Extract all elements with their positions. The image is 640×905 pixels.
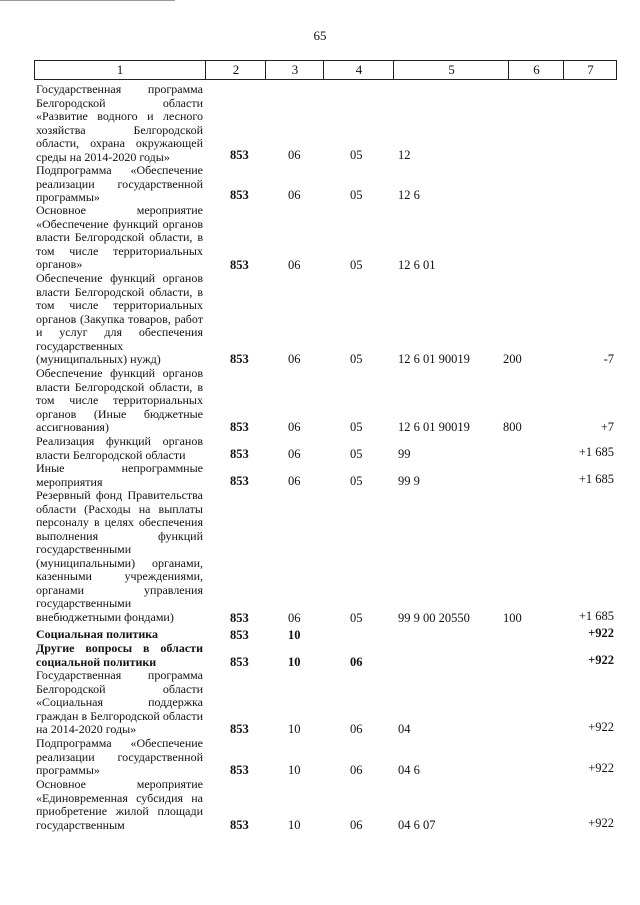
header-col-2: 2 — [205, 61, 266, 79]
row-col-3: 06 — [288, 188, 301, 202]
row-col-7: +1 685 — [578, 609, 614, 623]
row-col-2: 853 — [230, 447, 249, 461]
page-number: 65 — [313, 28, 327, 43]
row-col-3: 10 — [288, 628, 301, 642]
row-col-2: 853 — [230, 420, 249, 434]
row-col-2: 853 — [230, 655, 249, 669]
row-col-5: 99 9 00 20550 — [398, 611, 470, 625]
header-col-6: 6 — [508, 61, 564, 79]
row-col-5: 12 — [398, 148, 411, 162]
row-col-4: 05 — [350, 420, 363, 434]
row-col-2: 853 — [230, 474, 249, 488]
header-col-4: 4 — [323, 61, 394, 79]
row-col-3: 10 — [288, 818, 301, 832]
row-col-4: 05 — [350, 148, 363, 162]
row-col-6: 100 — [503, 611, 522, 625]
row-col-4: 06 — [350, 763, 363, 777]
row-col-5: 12 6 01 90019 — [398, 420, 470, 434]
row-col-2: 853 — [230, 258, 249, 272]
row-col-4: 05 — [350, 352, 363, 366]
row-col-5: 12 6 01 90019 — [398, 352, 470, 366]
row-col-5: 12 6 01 — [398, 258, 436, 272]
row-col-6: 800 — [503, 420, 522, 434]
row-col-2: 853 — [230, 763, 249, 777]
row-name: Основное мероприятие «Единовременная субсидия на приобретение жилой площади государственным — [36, 777, 203, 832]
header-col-5: 5 — [393, 61, 509, 79]
row-col-7: +922 — [588, 816, 614, 830]
row-col-3: 06 — [288, 447, 301, 461]
row-col-5: 04 — [398, 722, 411, 736]
row-col-3: 10 — [288, 655, 301, 669]
row-name: Подпрограмма «Обеспечение реализации государственной программы» — [36, 163, 203, 204]
row-col-2: 853 — [230, 352, 249, 366]
row-col-4: 05 — [350, 447, 363, 461]
row-col-4: 06 — [350, 818, 363, 832]
row-col-5: 12 6 — [398, 188, 420, 202]
row-col-5: 04 6 07 — [398, 818, 436, 832]
row-col-7: -7 — [603, 352, 614, 366]
row-col-4: 05 — [350, 188, 363, 202]
row-col-4: 06 — [350, 722, 363, 736]
row-col-2: 853 — [230, 628, 249, 642]
row-col-3: 06 — [288, 474, 301, 488]
header-col-3: 3 — [265, 61, 324, 79]
row-col-7: +922 — [588, 720, 614, 734]
row-name: Другие вопросы в области социальной политики — [36, 641, 203, 669]
row-name: Резервный фонд Правительства области (Расходы на выплаты персоналу в целях обеспечения выполнения функций государственными (муниципальными) органами, казенными учреждениями, органами управления государственными внебюджетными фондами) — [36, 488, 203, 624]
row-col-3: 06 — [288, 420, 301, 434]
row-col-7: +922 — [588, 761, 614, 775]
row-col-4: 06 — [350, 655, 363, 669]
top-rule — [0, 0, 175, 1]
row-col-3: 06 — [288, 352, 301, 366]
row-col-2: 853 — [230, 188, 249, 202]
row-name: Обеспечение функций органов власти Белгородской области, в том числе территориальных органов (Закупка товаров, работ и услуг для обеспечения государственных (муниципальных) нужд) — [36, 271, 203, 366]
row-col-5: 04 6 — [398, 763, 420, 777]
row-col-3: 06 — [288, 148, 301, 162]
row-col-2: 853 — [230, 722, 249, 736]
row-col-7: +1 685 — [578, 445, 614, 459]
row-col-7: +922 — [588, 626, 614, 640]
row-col-7: +7 — [600, 420, 614, 434]
row-name: Государственная программа Белгородской области «Развитие водного и лесного хозяйства Белгородской области, охрана окружающей среды на 2014-2020 годы» — [36, 82, 203, 164]
row-col-4: 05 — [350, 474, 363, 488]
row-name: Обеспечение функций органов власти Белгородской области, в том числе территориальных органов (Иные бюджетные ассигнования) — [36, 366, 203, 434]
row-name: Социальная политика — [36, 627, 159, 641]
row-col-3: 10 — [288, 722, 301, 736]
row-name: Иные непрограммные мероприятия — [36, 461, 203, 489]
header-col-7: 7 — [563, 61, 617, 79]
row-col-7: +1 685 — [578, 472, 614, 486]
row-col-6: 200 — [503, 352, 522, 366]
row-col-2: 853 — [230, 148, 249, 162]
row-col-4: 05 — [350, 611, 363, 625]
table-header — [34, 60, 617, 80]
row-col-5: 99 9 — [398, 474, 420, 488]
row-name: Подпрограмма «Обеспечение реализации государственной программы» — [36, 736, 203, 777]
row-name: Основное мероприятие «Обеспечение функций органов власти Белгородской области, в том числе территориальных органов» — [36, 203, 203, 271]
row-col-4: 05 — [350, 258, 363, 272]
row-col-2: 853 — [230, 818, 249, 832]
row-col-3: 06 — [288, 611, 301, 625]
row-col-5: 99 — [398, 447, 411, 461]
row-col-2: 853 — [230, 611, 249, 625]
row-name: Государственная программа Белгородской области «Социальная поддержка граждан в Белгородской области на 2014-2020 годы» — [36, 668, 203, 736]
row-col-7: +922 — [588, 653, 614, 667]
row-col-3: 06 — [288, 258, 301, 272]
row-col-3: 10 — [288, 763, 301, 777]
header-col-1: 1 — [116, 62, 124, 77]
row-name: Реализация функций органов власти Белгородской области — [36, 434, 203, 462]
